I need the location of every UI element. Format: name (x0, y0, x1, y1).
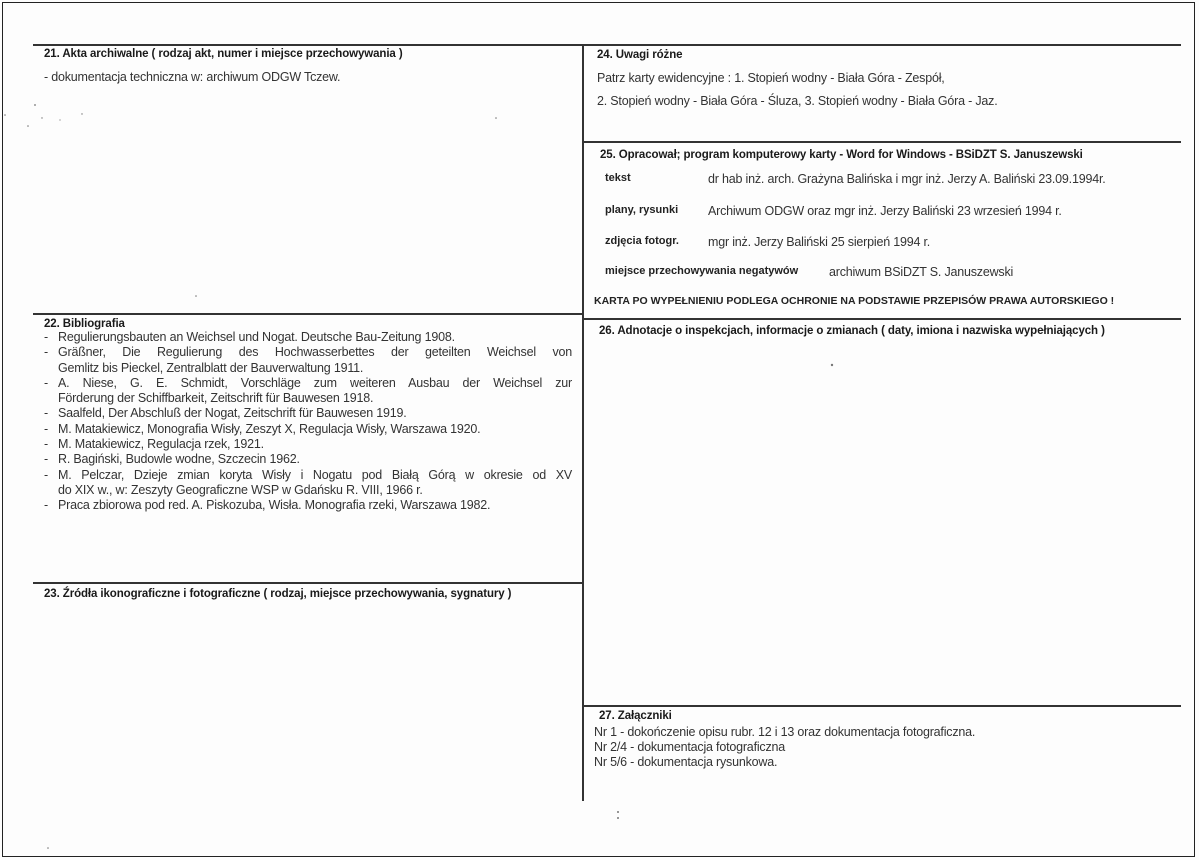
prepared-value-plans: Archiwum ODGW oraz mgr inż. Jerzy Baliński 23 wrzesień 1994 r. (708, 204, 1062, 218)
bibliography-dash: - (44, 345, 48, 360)
bibliography-dash: - (44, 498, 48, 513)
section-attachments (594, 710, 1179, 770)
bibliography-dash: - (44, 375, 48, 390)
section-21-title: 21. Akta archiwalne ( rodzaj akt, numer i miejsce przechowywania ) (44, 48, 403, 60)
bibliography-dash (44, 483, 58, 498)
prepared-value-text: dr hab inż. arch. Grażyna Balińska i mgr inż. Jerzy A. Baliński 23.09.1994r. (708, 172, 1106, 186)
bibliography-item (44, 406, 572, 421)
bibliography-dash: - (44, 467, 48, 482)
section-22-title: 22. Bibliografia (44, 318, 125, 330)
bibliography-item (44, 422, 572, 437)
section-prepared-by (584, 141, 1181, 318)
section-27-title: 27. Załączniki (599, 710, 672, 722)
rule-s26-s27 (584, 705, 1181, 707)
bibliography-dash: - (44, 452, 48, 467)
attachment-line-2: Nr 2/4 - dokumentacja fotograficzna (594, 740, 786, 754)
bibliography-dash: - (44, 406, 48, 421)
bibliography-text: Regulierungsbauten an Weichsel und Nogat. Deutsche Bau-Zeitung 1908. (58, 330, 455, 344)
bibliography-text: R. Bagiński, Budowle wodne, Szczecin 1962. (58, 452, 300, 467)
bibliography-dash (44, 361, 58, 376)
section-26-title: 26. Adnotacje o inspekcjach, informacje o zmianach ( daty, imiona i nazwiska wypełniających ) (599, 325, 1105, 337)
archival-records-text: - dokumentacja techniczna w: archiwum ODGW Tczew. (44, 70, 341, 84)
rule-top (33, 44, 1181, 46)
prepared-label-text: tekst (605, 172, 631, 184)
remarks-line-2: 2. Stopień wodny - Biała Góra - Śluza, 3. Stopień wodny - Biała Góra - Jaz. (597, 94, 998, 108)
bibliography-text: Förderung der Schiffbarkeit, Zeitschrift für Bauwesen 1918. (58, 391, 374, 406)
bibliography-dash: - (44, 330, 48, 344)
bibliography-item (44, 376, 572, 391)
prepared-label-negatives: miejsce przechowywania negatywów (605, 265, 799, 277)
section-iconographic-sources (44, 588, 580, 600)
rule-s21-s22 (33, 313, 582, 315)
bibliography-item (44, 391, 572, 406)
prepared-label-photos: zdjęcia fotogr. (605, 235, 679, 247)
section-inspection-notes (599, 325, 1179, 337)
bibliography-text: Gräßner, Die Regulierung des Hochwasserbettes der geteilten Weichsel von (58, 345, 572, 360)
bibliography-text: M. Pelczar, Dzieje zmian koryta Wisły i Nogatu pod Białą Górą w okresie od XV (58, 467, 572, 482)
bibliography-item (44, 483, 572, 498)
attachment-line-3: Nr 5/6 - dokumentacja rysunkowa. (594, 755, 778, 769)
prepared-label-plans: plany, rysunki (605, 204, 679, 216)
section-24-title: 24. Uwagi różne (597, 49, 683, 61)
bibliography-text: do XIX w., w: Zeszyty Geograficzne WSP w Gdańsku R. VIII, 1966 r. (58, 482, 423, 497)
bibliography-item (44, 452, 572, 467)
prepared-value-photos: mgr inż. Jerzy Baliński 25 sierpień 1994 r. (708, 235, 931, 249)
bibliography-item (44, 498, 572, 513)
remarks-line-1: Patrz karty ewidencyjne : 1. Stopień wodny - Biała Góra - Zespół, (597, 71, 945, 85)
bibliography-text: A. Niese, G. E. Schmidt, Vorschläge zum weiteren Ausbau der Weichsel zur (58, 375, 572, 390)
section-remarks (597, 49, 1177, 108)
section-archival-records (44, 48, 580, 84)
copyright-notice: KARTA PO WYPEŁNIENIU PODLEGA OCHRONIE NA PODSTAWIE PRZEPISÓW PRAWA AUTORSKIEGO ! (594, 295, 1115, 307)
rule-s22-s23 (33, 582, 582, 584)
bibliography-dash (44, 391, 58, 406)
bibliography-dash: - (44, 437, 48, 452)
bibliography-item (44, 468, 572, 483)
bibliography-text: Praca zbiorowa pod red. A. Piskozuba, Wisła. Monografia rzeki, Warszawa 1982. (58, 498, 491, 513)
attachment-line-1: Nr 1 - dokończenie opisu rubr. 12 i 13 oraz dokumentacja fotograficzna. (594, 725, 976, 739)
section-23-title: 23. Źródła ikonograficzne i fotograficzne ( rodzaj, miejsce przechowywania, sygnatury ) (44, 588, 512, 600)
bibliography-dash: - (44, 421, 48, 436)
bibliography-item (44, 361, 572, 376)
bibliography-item (44, 345, 572, 360)
bibliography-text: M. Matakiewicz, Regulacja rzek, 1921. (58, 437, 264, 452)
bibliography-item (44, 437, 572, 452)
bibliography-item (44, 330, 572, 345)
rule-s25-s26 (584, 318, 1181, 320)
section-25-title: 25. Opracował; program komputerowy karty - Word for Windows - BSiDZT S. Januszewski (600, 149, 1083, 161)
section-bibliography (44, 318, 572, 514)
bibliography-list (44, 330, 572, 514)
prepared-value-negatives: archiwum BSiDZT S. Januszewski (829, 265, 1014, 279)
bibliography-text: M. Matakiewicz, Monografia Wisły, Zeszyt X, Regulacja Wisły, Warszawa 1920. (58, 421, 481, 436)
bibliography-text: Saalfeld, Der Abschluß der Nogat, Zeitschrift für Bauwesen 1919. (58, 406, 407, 421)
bibliography-text: Gemlitz bis Pieckel, Zentralblatt der Bauverwaltung 1911. (58, 360, 364, 375)
